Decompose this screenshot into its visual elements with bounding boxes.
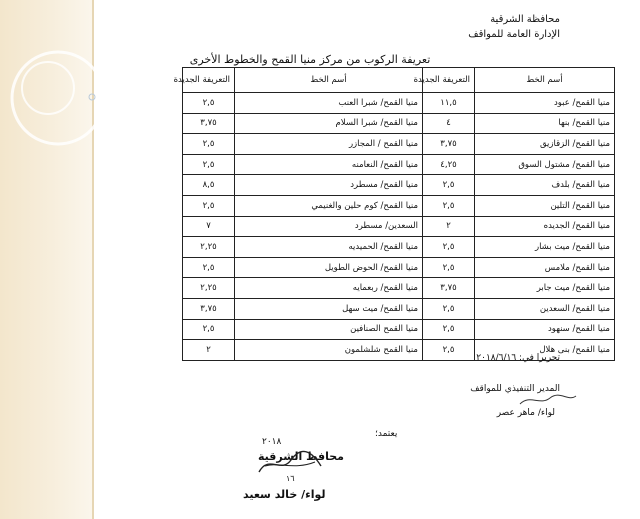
col-header-line-name-right: أسم الخط [475,68,615,93]
approval-year: ٢٠١٨ [262,437,282,447]
line-name-right-cell: منيا القمح/ ملامس [475,257,615,278]
fare-table-body [183,93,615,361]
fare-right-cell: ٤ [423,113,475,134]
line-name-left-cell: منيا القمح الصنافين [235,319,423,340]
fare-left-cell: ٢,٥ [183,195,235,216]
table-row [183,113,615,134]
fare-left-cell: ٢,٢٥ [183,278,235,299]
fare-left-cell: ٢,٢٥ [183,237,235,258]
issue-date: تحريرا في: ٢٠١٨/٦/١٦ [476,353,560,363]
governor-signature-day: ١٦ [286,474,295,483]
fare-left-cell: ٢,٥ [183,154,235,175]
line-name-left-cell: منيا القمح/ شبرا العنب [235,93,423,114]
fare-left-cell: ٢,٥ [183,257,235,278]
fare-left-cell: ٣,٧٥ [183,113,235,134]
fare-left-cell: ٧ [183,216,235,237]
governor-title: محافظ الشرقية [258,450,344,463]
fare-left-cell: ٣,٧٥ [183,298,235,319]
line-name-right-cell: منيا القمح/ بلدف [475,175,615,196]
ring-small [22,62,74,114]
fare-right-cell: ٢,٥ [423,195,475,216]
col-header-line-name-left: أسم الخط [235,68,423,93]
fare-right-cell: ٢ [423,216,475,237]
table-row [183,134,615,155]
director-signature-mark [518,392,578,408]
line-name-left-cell: منيا القمح / المجازر [235,134,423,155]
fare-table [173,67,615,361]
fare-right-cell: ٢,٥ [423,257,475,278]
line-name-right-cell: منيا القمح/ عبود [475,93,615,114]
fare-right-cell: ٣,٧٥ [423,134,475,155]
line-name-right-cell: منيا القمح/ مشتول السوق [475,154,615,175]
fare-left-cell: ٢,٥ [183,319,235,340]
fare-right-cell: ٢,٥ [423,175,475,196]
line-name-right-cell: منيا القمح/ السعدين [475,298,615,319]
governorate-name: محافظة الشرقية [490,14,560,25]
table-row [183,237,615,258]
col-header-new-fare-right: التعريفة الجديدة [423,68,475,93]
fare-right-cell: ١١,٥ [423,93,475,114]
decorative-rings [0,0,110,519]
fare-right-cell: ٣,٧٥ [423,278,475,299]
line-name-left-cell: منيا القمح/ كوم حلين والغنيمي [235,195,423,216]
table-row [183,154,615,175]
director-title: المدير التنفيذي للمواقف [470,384,560,394]
governor-signature-mark [255,444,325,478]
fare-right-cell: ٢,٥ [423,237,475,258]
table-row [183,298,615,319]
line-name-right-cell: منيا القمح/ سنهود [475,319,615,340]
fare-left-cell: ٢ [183,340,235,361]
approval-label: يعتمد؛ [375,429,398,439]
governor-name: لواء/ خالد سعيد [243,488,326,501]
line-name-left-cell: السعدين/ مسطرد [235,216,423,237]
fare-left-cell: ٢,٥ [183,134,235,155]
line-name-left-cell: منيا القمح/ ميت سهل [235,298,423,319]
department-name: الإدارة العامة للمواقف [468,29,560,40]
line-name-right-cell: منيا القمح/ بنى هلال [475,340,615,361]
fare-right-cell: ٤,٢٥ [423,154,475,175]
line-name-left-cell: منيا القمح/ الحميديه [235,237,423,258]
document-title: تعريفة الركوب من مركز منيا القمح والخطوط الأخرى [189,53,431,66]
fare-left-cell: ٨,٥ [183,175,235,196]
table-row [183,175,615,196]
table-row [183,257,615,278]
line-name-left-cell: منيا القمح شلشلمون [235,340,423,361]
table-row [183,216,615,237]
line-name-right-cell: منيا القمح/ ميت جابر [475,278,615,299]
line-name-left-cell: منيا القمح/ الحوض الطويل [235,257,423,278]
table-header-row [183,68,615,93]
director-name: لواء/ ماهر عصر [496,408,555,418]
line-name-right-cell: منيا القمح/ ميت بشار [475,237,615,258]
table-row [183,93,615,114]
table-row [183,278,615,299]
fare-right-cell: ٢,٥ [423,319,475,340]
line-name-right-cell: منيا القمح/ التلين [475,195,615,216]
fare-right-cell: ٢,٥ [423,340,475,361]
line-name-right-cell: منيا القمح/ الزقازيق [475,134,615,155]
line-name-left-cell: منيا القمح/ مسطرد [235,175,423,196]
col-header-new-fare-left: التعريفة الجديدة [183,68,235,93]
line-name-left-cell: منيا القمح/ شبرا السلام [235,113,423,134]
line-name-right-cell: منيا القمح/ الجديده [475,216,615,237]
line-name-left-cell: منيا القمح/ النعامنه [235,154,423,175]
fare-right-cell: ٢,٥ [423,298,475,319]
line-name-left-cell: منيا القمح/ ربعمايه [235,278,423,299]
ring-large [12,52,104,144]
ring-dot [89,94,95,100]
line-name-right-cell: منيا القمح/ بنها [475,113,615,134]
table-row [183,319,615,340]
table-row [183,195,615,216]
fare-left-cell: ٢,٥ [183,93,235,114]
